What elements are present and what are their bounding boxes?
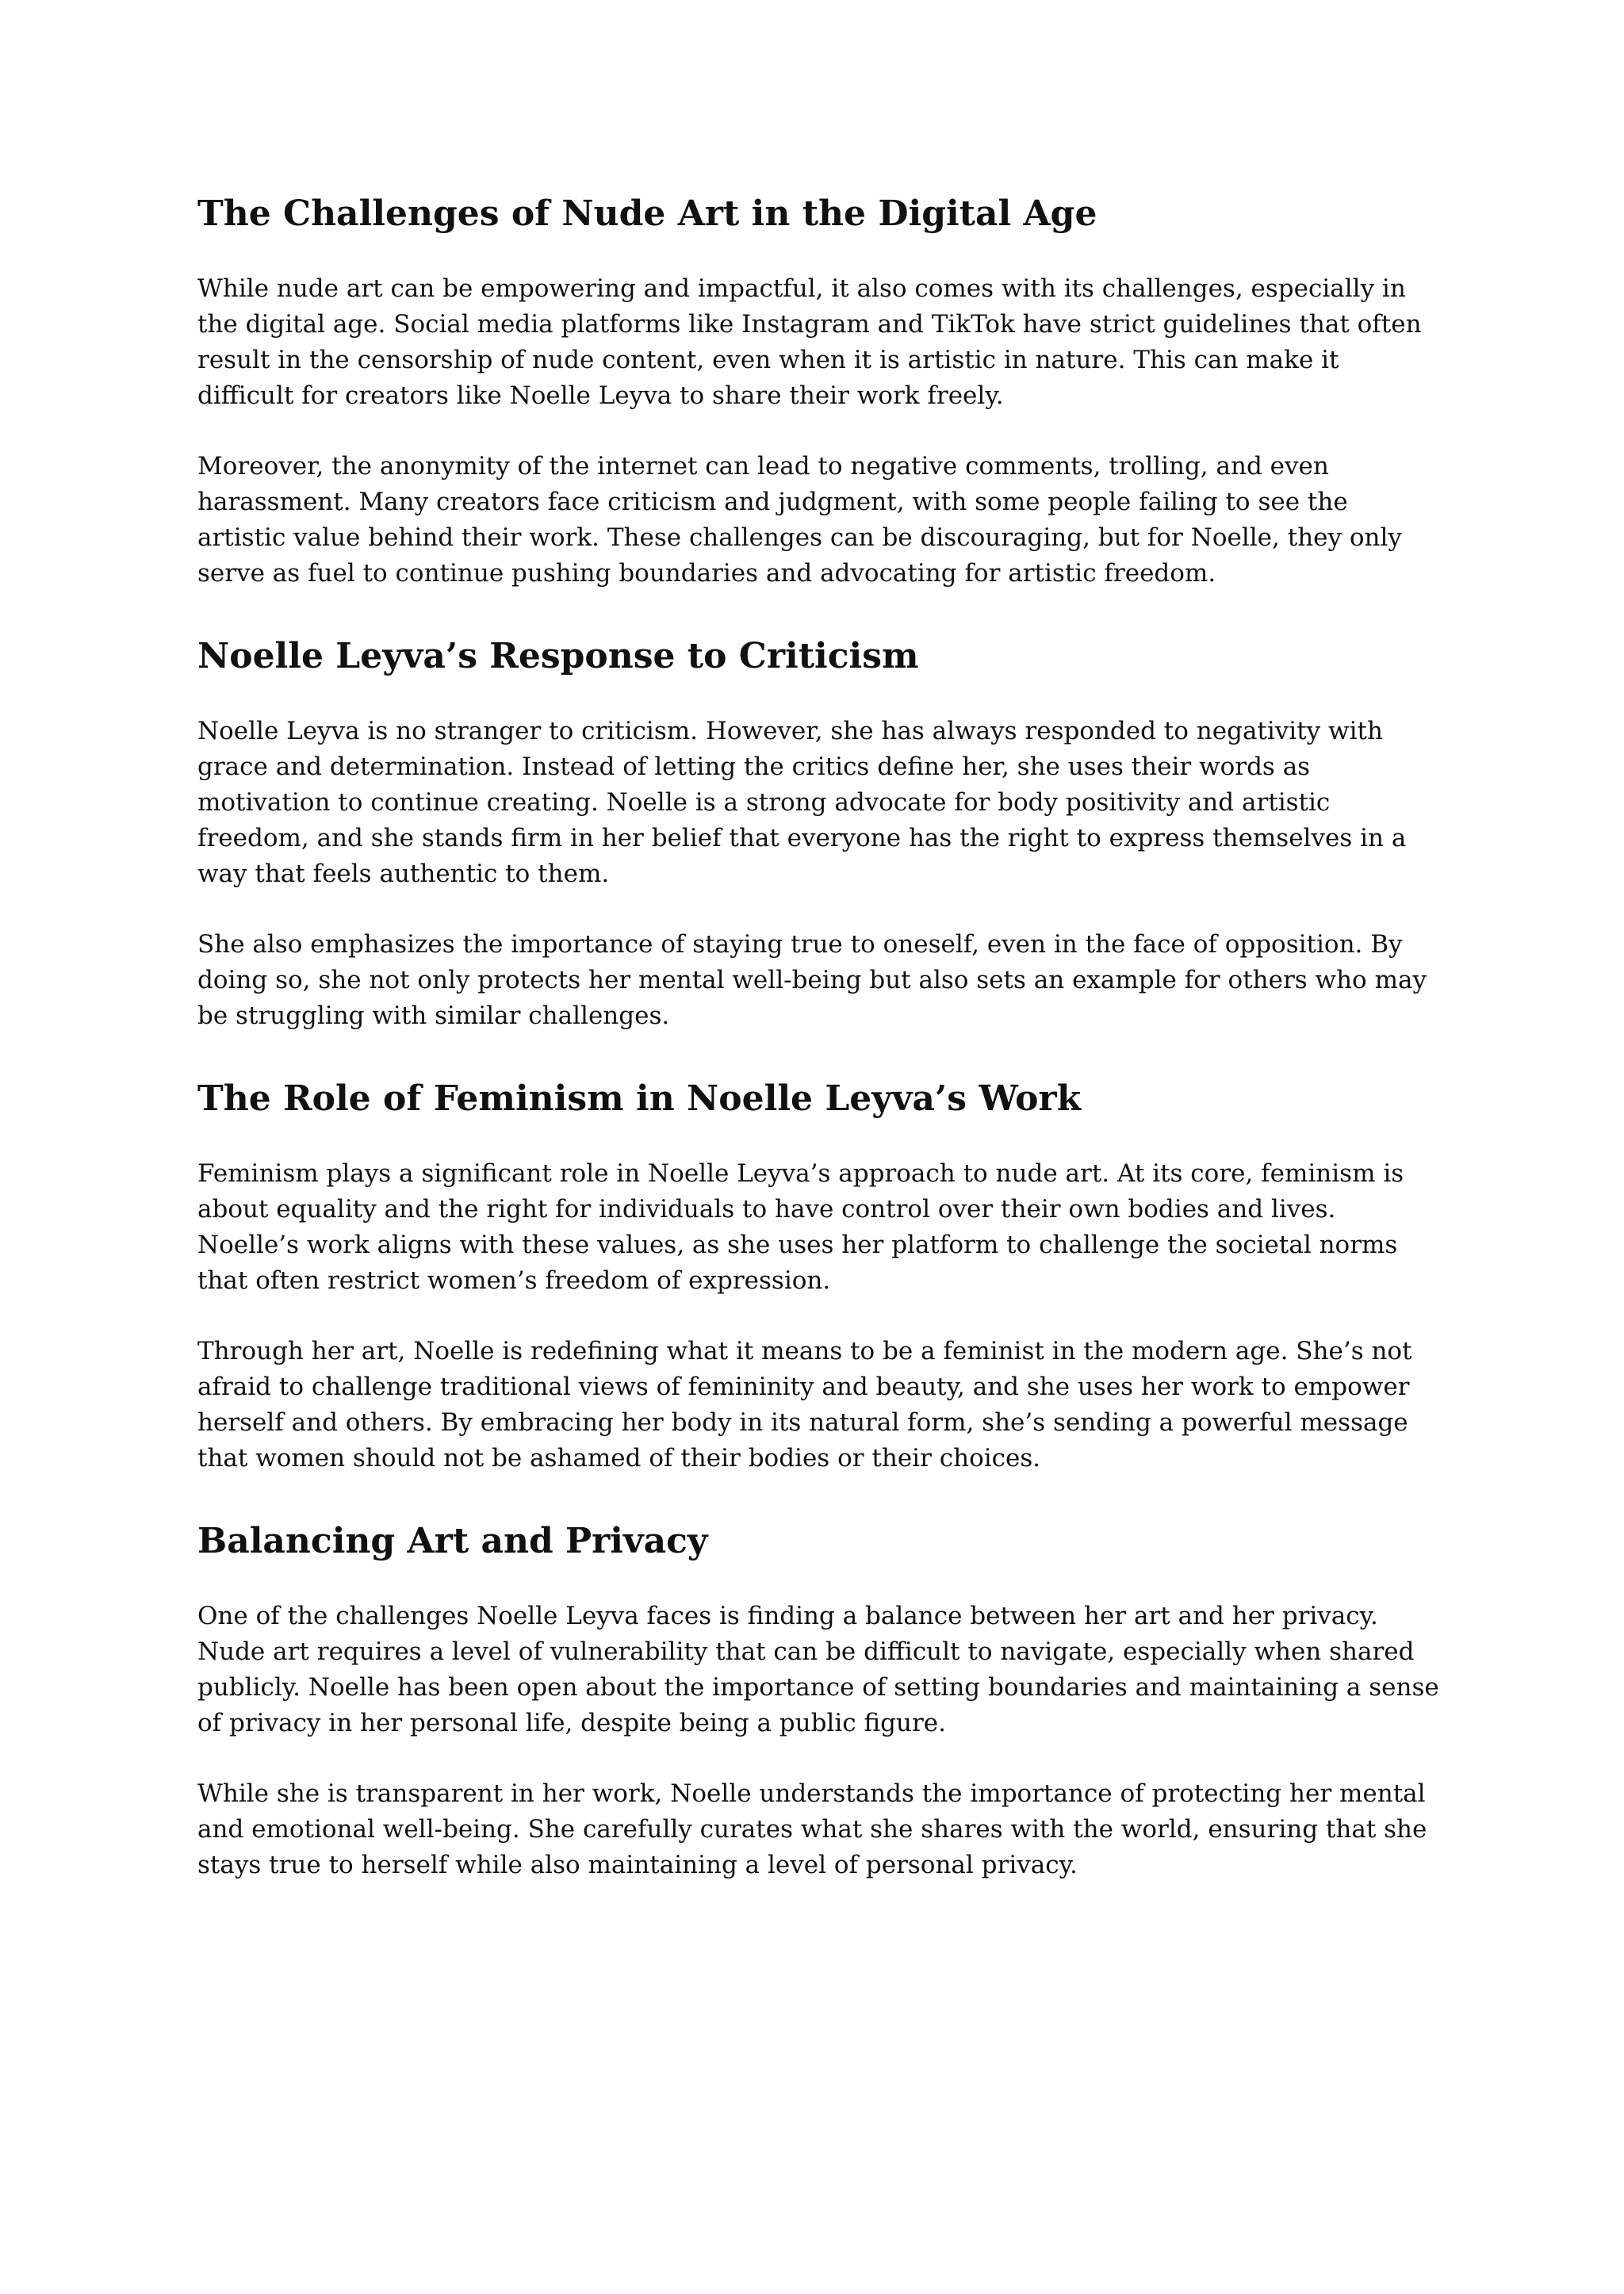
paragraph: One of the challenges Noelle Leyva faces is finding a balance between her art and her privacy. Nude art requires a level of vulnerability that can be difficult to navigate, especially when shared publicly. Noelle has been open about the importance of setting boundaries and maintaining a sense of privacy in her personal life, despite being a public figure. (197, 1602, 1439, 1737)
paragraph: Feminism plays a significant role in Noelle Leyva’s approach to nude art. At its core, feminism is about equality and the right for individuals to have control over their own bodies and lives. Noelle’s work aligns with these values, as she uses her platform to challenge the societal norms that often restrict women’s freedom of expression. (197, 1159, 1404, 1295)
section-heading: Noelle Leyva’s Response to Criticism (197, 636, 919, 676)
section-digital-age-challenges (197, 190, 1442, 592)
section-art-and-privacy (197, 1518, 1442, 1883)
paragraph: Noelle Leyva is no stranger to criticism. However, she has always responded to negativity with grace and determination. Instead of letting the critics define her, she uses their words as motivation to continue creating. Noelle is a strong advocate for body positivity and artistic freedom, and she stands firm in her belief that everyone has the right to express themselves in a way that feels authentic to them. (197, 717, 1407, 888)
section-heading: Balancing Art and Privacy (197, 1521, 708, 1561)
document-page (197, 190, 1442, 1924)
paragraph: Through her art, Noelle is redefining what it means to be a feminist in the modern age. She’s not afraid to challenge traditional views of femininity and beauty, and she uses her work to empower herself and others. By embracing her body in its natural form, she’s sending a powerful message that women should not be ashamed of their bodies or their choices. (197, 1337, 1412, 1473)
section-heading: The Challenges of Nude Art in the Digital Age (197, 193, 1097, 234)
paragraph: While she is transparent in her work, Noelle understands the importance of protecting her mental and emotional well-being. She carefully curates what she shares with the world, ensuring that she stays true to herself while also maintaining a level of personal privacy. (197, 1779, 1427, 1879)
section-role-of-feminism (197, 1075, 1442, 1476)
paragraph: She also emphasizes the importance of staying true to oneself, even in the face of opposition. By doing so, she not only protects her mental well-being but also sets an example for others who may be struggling with similar challenges. (197, 930, 1427, 1030)
paragraph: While nude art can be empowering and impactful, it also comes with its challenges, especially in the digital age. Social media platforms like Instagram and TikTok have strict guidelines that often result in the censorship of nude content, even when it is artistic in nature. This can make it difficult for creators like Noelle Leyva to share their work freely. (197, 274, 1422, 410)
section-heading: The Role of Feminism in Noelle Leyva’s Work (197, 1078, 1082, 1119)
section-response-to-criticism (197, 633, 1442, 1034)
paragraph: Moreover, the anonymity of the internet can lead to negative comments, trolling, and even harassment. Many creators face criticism and judgment, with some people failing to see the artistic value behind their work. These challenges can be discouraging, but for Noelle, they only serve as fuel to continue pushing boundaries and advocating for artistic freedom. (197, 452, 1402, 588)
